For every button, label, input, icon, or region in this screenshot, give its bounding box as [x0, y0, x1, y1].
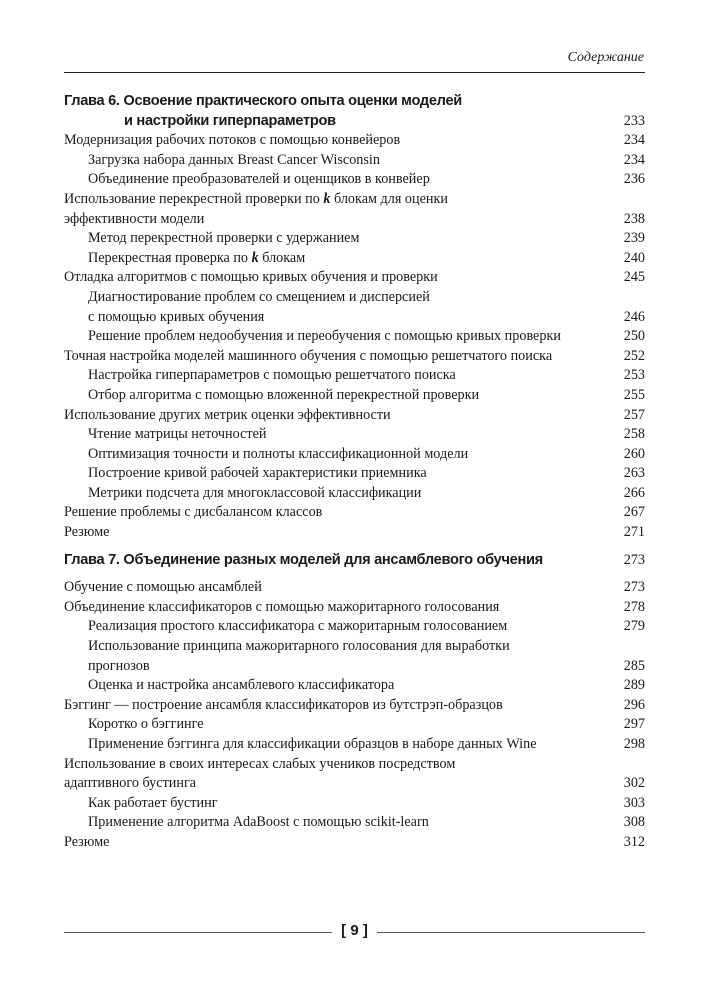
toc-chapter-entry[interactable]	[64, 551, 645, 571]
toc-entry-title: Объединение преобразователей и оценщиков в конвейер	[88, 171, 430, 188]
footer-rule-right	[377, 932, 645, 933]
toc-page-number: 257	[623, 406, 645, 423]
toc-entry-title: Решение проблемы с дисбалансом классов	[64, 504, 323, 521]
toc-entry-title-part: Использование перекрестной проверки по	[64, 190, 324, 207]
toc-spacer	[64, 543, 645, 551]
toc-entry-title: Загрузка набора данных Breast Cancer Wisconsin	[88, 151, 380, 168]
toc-subsection-entry[interactable]	[64, 735, 645, 755]
toc-page-number: 302	[623, 775, 645, 792]
toc-page-number: 273	[623, 579, 645, 596]
toc-entry-title: Применение алгоритма AdaBoost с помощью scikit-learn	[88, 814, 429, 831]
toc-page-number: 238	[623, 210, 645, 227]
toc-entry-title: Применение бэггинга для классификации образцов в наборе данных Wine	[88, 736, 537, 752]
toc-entry-title: Реализация простого классификатора с мажоритарным голосованием	[88, 618, 508, 635]
toc-entry-title: эффективности модели	[64, 210, 205, 227]
toc-entry-title: Метод перекрестной проверки с удержанием	[88, 230, 360, 247]
toc-page-number: 297	[623, 716, 645, 733]
toc-entry-title: Бэггинг — построение ансамбля классификаторов из бутстрэп-образцов	[64, 696, 503, 713]
toc-subsection-entry[interactable]	[64, 657, 645, 677]
toc-entry-title: Точная настройка моделей машинного обучения с помощью решетчатого поиска	[64, 347, 553, 364]
toc-subsection-entry[interactable]	[64, 617, 645, 637]
toc-entry-variable: k	[251, 249, 259, 266]
toc-page-number: 312	[623, 833, 645, 850]
running-header: Содержание	[567, 50, 644, 65]
toc-entry-title: Как работает бустинг	[88, 794, 218, 811]
toc-subsection-entry[interactable]	[64, 813, 645, 833]
toc-subsection-entry[interactable]	[64, 170, 645, 190]
toc-page-number: 240	[623, 249, 645, 266]
toc-entry-title: Использование других метрик оценки эффективности	[64, 406, 391, 423]
toc-entry-title: Решение проблем недообучения и переобучения с помощью кривых проверки	[88, 328, 561, 345]
toc-section-entry[interactable]	[64, 523, 645, 543]
toc-entry-title: Оптимизация точности и полноты классификационной модели	[88, 445, 469, 462]
toc-entry-title: Настройка гиперпараметров с помощью решетчатого поиска	[88, 367, 456, 384]
toc-page-number: 308	[623, 814, 645, 831]
toc-entry-title: с помощью кривых обучения	[88, 308, 265, 325]
toc-page-number: 279	[623, 618, 645, 635]
toc-page-number: 250	[623, 328, 645, 345]
toc-subsection-entry[interactable]	[64, 464, 645, 484]
toc-section-entry[interactable]	[64, 755, 645, 775]
page-footer	[64, 922, 645, 942]
toc-section-entry[interactable]	[64, 578, 645, 598]
toc-subsection-entry[interactable]	[64, 249, 645, 269]
toc-section-entry[interactable]	[64, 503, 645, 523]
toc-entry-title-part: блокам	[258, 249, 306, 266]
toc-subsection-entry[interactable]	[64, 676, 645, 696]
toc-page-number: 233	[623, 112, 645, 129]
toc-subsection-entry[interactable]	[64, 366, 645, 386]
toc-entry-title: Использование в своих интересах слабых учеников посредством	[64, 755, 456, 772]
toc-section-entry[interactable]	[64, 210, 645, 230]
toc-entry-title: прогнозов	[88, 657, 150, 674]
toc-entry-title: Резюме	[64, 524, 110, 541]
toc-entry-title: Отбор алгоритма с помощью вложенной перекрестной проверки	[88, 386, 480, 403]
toc-page-number: 234	[623, 151, 645, 168]
toc-entry-title: Глава 7. Объединение разных моделей для ансамблевого обучения	[64, 551, 543, 568]
toc-section-entry[interactable]	[64, 131, 645, 151]
toc-entry-title: Оценка и настройка ансамблевого классификатора	[88, 677, 395, 694]
toc-page-number: 296	[623, 696, 645, 713]
toc-entry-title: Глава 6. Освоение практического опыта оценки моделей	[64, 93, 462, 109]
toc-entry-title: Резюме	[64, 833, 110, 850]
toc-entry-title-part: блокам для оценки	[330, 190, 448, 207]
toc-spacer	[64, 570, 645, 578]
toc-entry-title: Метрики подсчета для многоклассовой классификации	[88, 484, 422, 501]
page-number: [ 9 ]	[341, 922, 368, 939]
toc-page-number: 263	[623, 465, 645, 482]
toc-entry-title-part: Перекрестная проверка по	[88, 249, 252, 266]
toc-section-entry[interactable]	[64, 774, 645, 794]
toc-subsection-entry[interactable]	[64, 425, 645, 445]
toc-section-entry[interactable]	[64, 696, 645, 716]
toc-page-number: 271	[623, 524, 645, 541]
toc-subsection-entry[interactable]	[64, 327, 645, 347]
toc-subsection-entry[interactable]	[64, 794, 645, 814]
toc-section-entry[interactable]	[64, 268, 645, 288]
toc-subsection-entry[interactable]	[64, 288, 645, 308]
toc-page-number: 239	[623, 230, 645, 247]
toc-page-number: 253	[623, 367, 645, 384]
toc-section-entry[interactable]	[64, 190, 645, 210]
toc-page-number: 236	[623, 171, 645, 188]
toc-chapter-entry[interactable]	[64, 112, 645, 132]
toc-subsection-entry[interactable]	[64, 445, 645, 465]
toc-entry-title	[88, 249, 305, 269]
toc-entry-title: Диагностирование проблем со смещением и дисперсией	[88, 288, 430, 305]
toc-section-entry[interactable]	[64, 598, 645, 618]
toc-page-number: 303	[623, 794, 645, 811]
toc-section-entry[interactable]	[64, 347, 645, 367]
toc-subsection-entry[interactable]	[64, 229, 645, 249]
toc-section-entry[interactable]	[64, 833, 645, 853]
toc-entry-title: и настройки гиперпараметров	[124, 112, 336, 129]
toc-entry-variable: k	[323, 190, 331, 207]
toc-chapter-entry[interactable]	[64, 92, 645, 112]
toc-entry-title: адаптивного бустинга	[64, 775, 197, 792]
toc-entry-title: Обучение с помощью ансамблей	[64, 579, 262, 596]
toc-entry-title: Коротко о бэггинге	[88, 716, 204, 733]
header-rule	[64, 72, 645, 73]
toc-page-number: 285	[623, 657, 645, 674]
toc-subsection-entry[interactable]	[64, 386, 645, 406]
toc-page-number: 252	[623, 347, 645, 364]
toc-page-number: 273	[623, 551, 645, 568]
toc-subsection-entry[interactable]	[64, 151, 645, 171]
toc-page-number: 258	[623, 426, 645, 443]
toc-entry-title: Отладка алгоритмов с помощью кривых обучения и проверки	[64, 269, 438, 286]
toc-subsection-entry[interactable]	[64, 308, 645, 328]
toc-page-number: 298	[623, 736, 645, 752]
toc-page-number: 289	[623, 677, 645, 694]
toc-entry-title: Объединение классификаторов с помощью мажоритарного голосования	[64, 598, 500, 615]
toc-page-number: 267	[623, 504, 645, 521]
toc-entry-title: Построение кривой рабочей характеристики приемника	[88, 465, 427, 482]
toc-entry-title	[64, 190, 448, 210]
toc-subsection-entry[interactable]	[64, 637, 645, 657]
toc-subsection-entry[interactable]	[64, 484, 645, 504]
toc-page-number: 278	[623, 598, 645, 615]
toc-entry-title: Чтение матрицы неточностей	[88, 426, 267, 443]
toc-page-number: 246	[623, 308, 645, 325]
toc-entry-title: Использование принципа мажоритарного голосования для выработки	[88, 638, 510, 655]
toc-page-number: 260	[623, 445, 645, 462]
toc-page-number: 234	[623, 132, 645, 149]
toc-section-entry[interactable]	[64, 406, 645, 426]
toc-subsection-entry[interactable]	[64, 715, 645, 735]
toc-page-number: 255	[623, 386, 645, 403]
toc-entry-title: Модернизация рабочих потоков с помощью конвейеров	[64, 132, 401, 149]
table-of-contents	[64, 92, 645, 853]
toc-page-number: 245	[623, 269, 645, 286]
toc-page-number: 266	[623, 484, 645, 501]
